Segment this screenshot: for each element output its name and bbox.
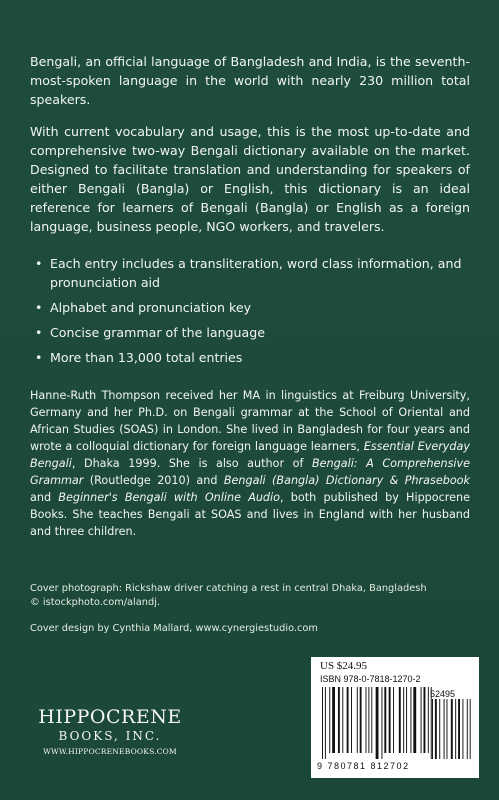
barcode-bar bbox=[462, 699, 463, 759]
barcode-bar bbox=[351, 687, 352, 753]
feature-text: Alphabet and pronunciation key bbox=[50, 300, 252, 315]
barcode-bar bbox=[347, 687, 349, 753]
feature-item bbox=[30, 298, 470, 317]
barcode-bar bbox=[360, 687, 362, 753]
barcode-bar bbox=[451, 699, 453, 759]
barcode-bar bbox=[322, 687, 323, 759]
barcode-bar bbox=[357, 687, 358, 753]
price-label: US $24.95 bbox=[320, 660, 368, 672]
barcode-bar bbox=[399, 687, 401, 753]
barcode-bar bbox=[455, 699, 456, 759]
barcode-bar bbox=[381, 687, 382, 759]
feature-text: More than 13,000 total entries bbox=[50, 350, 243, 365]
ean-barcode bbox=[322, 687, 432, 759]
feature-item bbox=[30, 254, 470, 292]
description-paragraph-2: With current vocabulary and usage, this is the most up-to-date and comprehensive two-way Bengali dictionary available on the market. Designed to facilitate translation and understanding for speakers of either Bengali (Bangla) or English, this dictionary is an ideal reference for learners of Bengali (Bangla) or English as a foreign language, business people, NGO workers, and travelers. bbox=[30, 124, 470, 234]
barcode-bar bbox=[332, 687, 335, 753]
publisher-name: HIPPOCRENE bbox=[38, 706, 182, 728]
description-paragraph-1: Bengali, an official language of Bangladesh and India, is the seventh-most-spoken language in the world with nearly 230 million total speakers. bbox=[30, 54, 470, 107]
publisher-subname: BOOKS, INC. bbox=[58, 729, 162, 743]
barcode-bar bbox=[371, 687, 372, 753]
bullet-icon: • bbox=[35, 325, 43, 340]
photo-credit: Cover photograph: Rickshaw driver catching a rest in central Dhaka, Bangladesh bbox=[30, 583, 427, 594]
barcode-graphic bbox=[320, 687, 472, 761]
barcode-bar bbox=[470, 699, 471, 759]
barcode-bar bbox=[428, 687, 429, 753]
barcode-bar bbox=[325, 687, 326, 759]
barcode-bar bbox=[368, 687, 369, 753]
bio-text: , Dhaka 1999. She is also author of bbox=[71, 457, 312, 470]
feature-item bbox=[30, 348, 470, 367]
author-bio bbox=[30, 387, 470, 540]
book-title: Bengali: A Comprehensive Grammar bbox=[30, 457, 471, 487]
barcode-bar bbox=[431, 687, 432, 759]
barcode-bar bbox=[406, 687, 407, 753]
bullet-icon: • bbox=[35, 300, 43, 315]
feature-text: Concise grammar of the language bbox=[50, 325, 265, 340]
bullet-icon: • bbox=[35, 256, 43, 271]
publisher-logo bbox=[30, 706, 190, 756]
barcode-box bbox=[311, 657, 479, 778]
barcode-bar bbox=[432, 699, 433, 759]
feature-item bbox=[30, 323, 470, 342]
book-title: Beginner's Bengali with Online Audio bbox=[58, 491, 280, 504]
bio-text: and bbox=[30, 491, 59, 504]
bio-text: (Routledge 2010) and bbox=[83, 474, 224, 487]
ean-number: 9 780781 812702 bbox=[317, 761, 410, 771]
barcode-bar bbox=[413, 687, 416, 753]
barcode-bar bbox=[342, 687, 343, 753]
photo-copyright: © istockphoto.com/alandj. bbox=[30, 597, 161, 608]
barcode-bar bbox=[439, 699, 440, 759]
barcode-bar bbox=[329, 687, 330, 753]
barcode-bar bbox=[389, 687, 391, 753]
addon-barcode bbox=[432, 699, 472, 759]
feature-text: Each entry includes a transliteration, word class information, and pronunciation aid bbox=[50, 256, 462, 290]
publisher-website: WWW.HIPPOCRENEBOOKS.COM bbox=[43, 747, 177, 756]
barcode-bar bbox=[403, 687, 404, 753]
barcode-bar bbox=[376, 687, 379, 759]
design-credit: Cover design by Cynthia Mallard, www.cynergiestudio.com bbox=[30, 623, 318, 634]
barcode-bar bbox=[444, 699, 445, 759]
credits-section bbox=[30, 582, 470, 636]
bullet-icon: • bbox=[35, 350, 43, 365]
barcode-bar bbox=[338, 687, 340, 753]
barcode-bar bbox=[421, 687, 422, 753]
bio-text: , both published by Hippocrene Books. She teaches Bengali at SOAS and lives in England with her husband and three children. bbox=[30, 491, 470, 538]
addon-code: 52495 bbox=[430, 689, 456, 699]
barcode-bar bbox=[384, 687, 386, 753]
barcode-bar bbox=[410, 687, 411, 753]
barcode-bar bbox=[447, 699, 448, 759]
barcode-bar bbox=[366, 687, 367, 753]
feature-list bbox=[30, 254, 470, 367]
barcode-bar bbox=[393, 687, 394, 753]
barcode-bar bbox=[435, 699, 437, 759]
isbn-label: ISBN 978-0-7818-1270-2 bbox=[320, 674, 421, 684]
book-title: Bengali (Bangla) Dictionary & Phrasebook bbox=[223, 474, 470, 487]
description-section bbox=[30, 52, 470, 540]
book-title: Essential Everyday Bengali bbox=[30, 440, 471, 470]
barcode-bar bbox=[467, 699, 468, 759]
barcode-bar bbox=[458, 699, 460, 759]
barcode-bar bbox=[424, 687, 426, 753]
bio-text: Hanne-Ruth Thompson received her MA in linguistics at Freiburg University, Germany and her Ph.D. on Bengali grammar at the School of Oriental and African Studies (SOAS) in London. She lived in Bangladesh for four years and wrote a colloquial dictionary for foreign language learners, bbox=[30, 389, 470, 453]
